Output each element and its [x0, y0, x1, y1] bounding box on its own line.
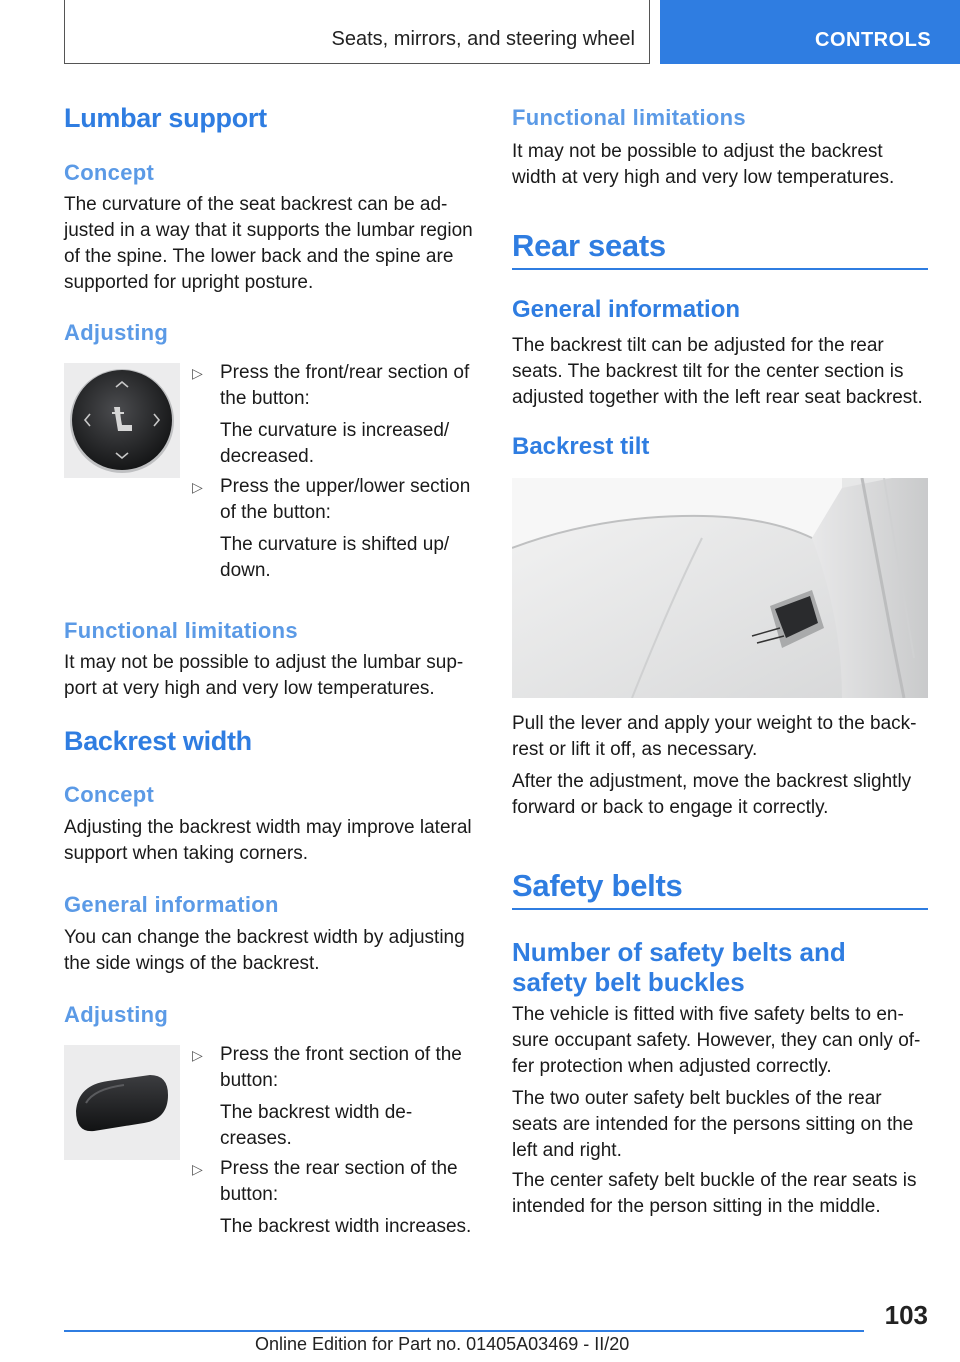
text-line: Number of safety belts and: [512, 937, 846, 967]
heading-concept-2: Concept: [64, 782, 155, 807]
text-line: of the button:: [220, 502, 331, 523]
heading-functional-limitations: Functional limitations: [64, 618, 298, 643]
bullet-triangle-icon: ▷: [192, 1161, 203, 1177]
paragraph-bw-concept: [64, 815, 472, 867]
heading-safety-belts: Safety belts: [512, 868, 683, 903]
text-line: The curvature is increased/: [220, 420, 450, 441]
paragraph-lumbar-concept: [64, 192, 473, 296]
bullet-triangle-icon: ▷: [192, 365, 203, 381]
edition-note: Online Edition for Part no. 01405A03469 - II/20: [255, 1334, 630, 1354]
text-line: The backrest width de-: [220, 1102, 413, 1123]
paragraph-belts-3: [512, 1168, 916, 1220]
text-line: down.: [220, 560, 271, 581]
text-line: seats. The backrest tilt for the center section is: [512, 361, 904, 382]
text-line: Press the front section of the: [220, 1044, 462, 1065]
page-number: 103: [884, 1300, 928, 1330]
heading-number-of-belts: [512, 937, 846, 997]
text-line: You can change the backrest width by adjusting: [64, 927, 465, 948]
heading-concept: Concept: [64, 160, 155, 185]
text-line: forward or back to engage it correctly.: [512, 797, 829, 818]
heading-adjusting: Adjusting: [64, 320, 169, 345]
text-line: creases.: [220, 1128, 292, 1149]
text-line: The center safety belt buckle of the rear seats is: [512, 1170, 917, 1191]
text-line: Pull the lever and apply your weight to the back-: [512, 713, 917, 734]
paragraph-bw-general: [64, 925, 465, 977]
paragraph-functional-limitations: [64, 650, 463, 702]
text-line: seats are intended for the persons sitting on the: [512, 1114, 914, 1135]
text-line: The curvature of the seat backrest can be ad-: [64, 194, 448, 215]
text-line: width at very high and very low temperatures.: [512, 167, 895, 188]
bullet-triangle-icon: ▷: [192, 479, 203, 495]
header-section-title: Seats, mirrors, and steering wheel: [331, 28, 635, 50]
text-line: The vehicle is fitted with five safety belts to en-: [512, 1004, 904, 1025]
text-line: sure occupant safety. However, they can only of-: [512, 1030, 921, 1051]
text-line: Press the rear section of the: [220, 1158, 458, 1179]
text-line: justed in a way that it supports the lumbar region: [64, 220, 473, 241]
text-line: rest or lift it off, as necessary.: [512, 739, 758, 760]
heading-rule: [512, 908, 928, 910]
heading-rule: [512, 268, 928, 270]
paragraph-tilt-2: [512, 769, 911, 821]
heading-backrest-width: Backrest width: [64, 726, 252, 756]
text-line: Press the upper/lower section: [220, 476, 471, 497]
paragraph-belts-2: [512, 1086, 913, 1164]
header-tab-label: CONTROLS: [815, 29, 932, 51]
text-line: After the adjustment, move the backrest slightly: [512, 771, 912, 792]
text-line: button:: [220, 1070, 279, 1091]
text-line: the button:: [220, 388, 310, 409]
header-section-box: [64, 0, 650, 64]
paragraph-rear-general: [512, 333, 923, 411]
text-line: The curvature is shifted up/: [220, 534, 450, 555]
heading-rear-seats: Rear seats: [512, 228, 666, 263]
text-line: The backrest width increases.: [220, 1216, 472, 1237]
heading-general-information-2: General information: [512, 296, 741, 323]
bullet-triangle-icon: ▷: [192, 1047, 203, 1063]
text-line: intended for the person sitting in the middle.: [512, 1196, 881, 1217]
text-line: It may not be possible to adjust the lumbar sup-: [64, 652, 464, 673]
text-line: Adjusting the backrest width may improve lateral: [64, 817, 472, 838]
text-line: Press the front/rear section of: [220, 362, 470, 383]
heading-backrest-tilt: Backrest tilt: [512, 433, 650, 460]
text-line: The two outer safety belt buckles of the rear: [512, 1088, 882, 1109]
text-line: supported for upright posture.: [64, 272, 314, 293]
heading-functional-limitations-2: Functional limitations: [512, 105, 746, 130]
text-line: safety belt buckles: [512, 967, 745, 997]
backrest-width-button-image: [64, 1045, 180, 1160]
text-line: the side wings of the backrest.: [64, 953, 320, 974]
text-line: The backrest tilt can be adjusted for the rear: [512, 335, 884, 356]
paragraph-tilt-1: [512, 711, 917, 763]
heading-lumbar-support: Lumbar support: [64, 103, 267, 133]
header-controls-tab[interactable]: [660, 0, 960, 64]
text-line: left and right.: [512, 1140, 622, 1161]
text-line: button:: [220, 1184, 279, 1205]
text-line: port at very high and very low temperatures.: [64, 678, 435, 699]
footer-rule: [64, 1330, 864, 1332]
text-line: It may not be possible to adjust the backrest: [512, 141, 883, 162]
paragraph-belts-1: [512, 1002, 920, 1080]
text-line: fer protection when adjusted correctly.: [512, 1056, 832, 1077]
heading-general-information: General information: [64, 892, 279, 917]
lumbar-button-image: [64, 363, 180, 478]
heading-adjusting-2: Adjusting: [64, 1002, 169, 1027]
backrest-tilt-image: [512, 478, 928, 698]
text-line: adjusted together with the left rear seat backrest.: [512, 387, 923, 408]
text-line: support when taking corners.: [64, 843, 308, 864]
paragraph-functional-limitations-2: [512, 139, 894, 191]
text-line: of the spine. The lower back and the spine are: [64, 246, 454, 267]
text-line: decreased.: [220, 446, 315, 467]
